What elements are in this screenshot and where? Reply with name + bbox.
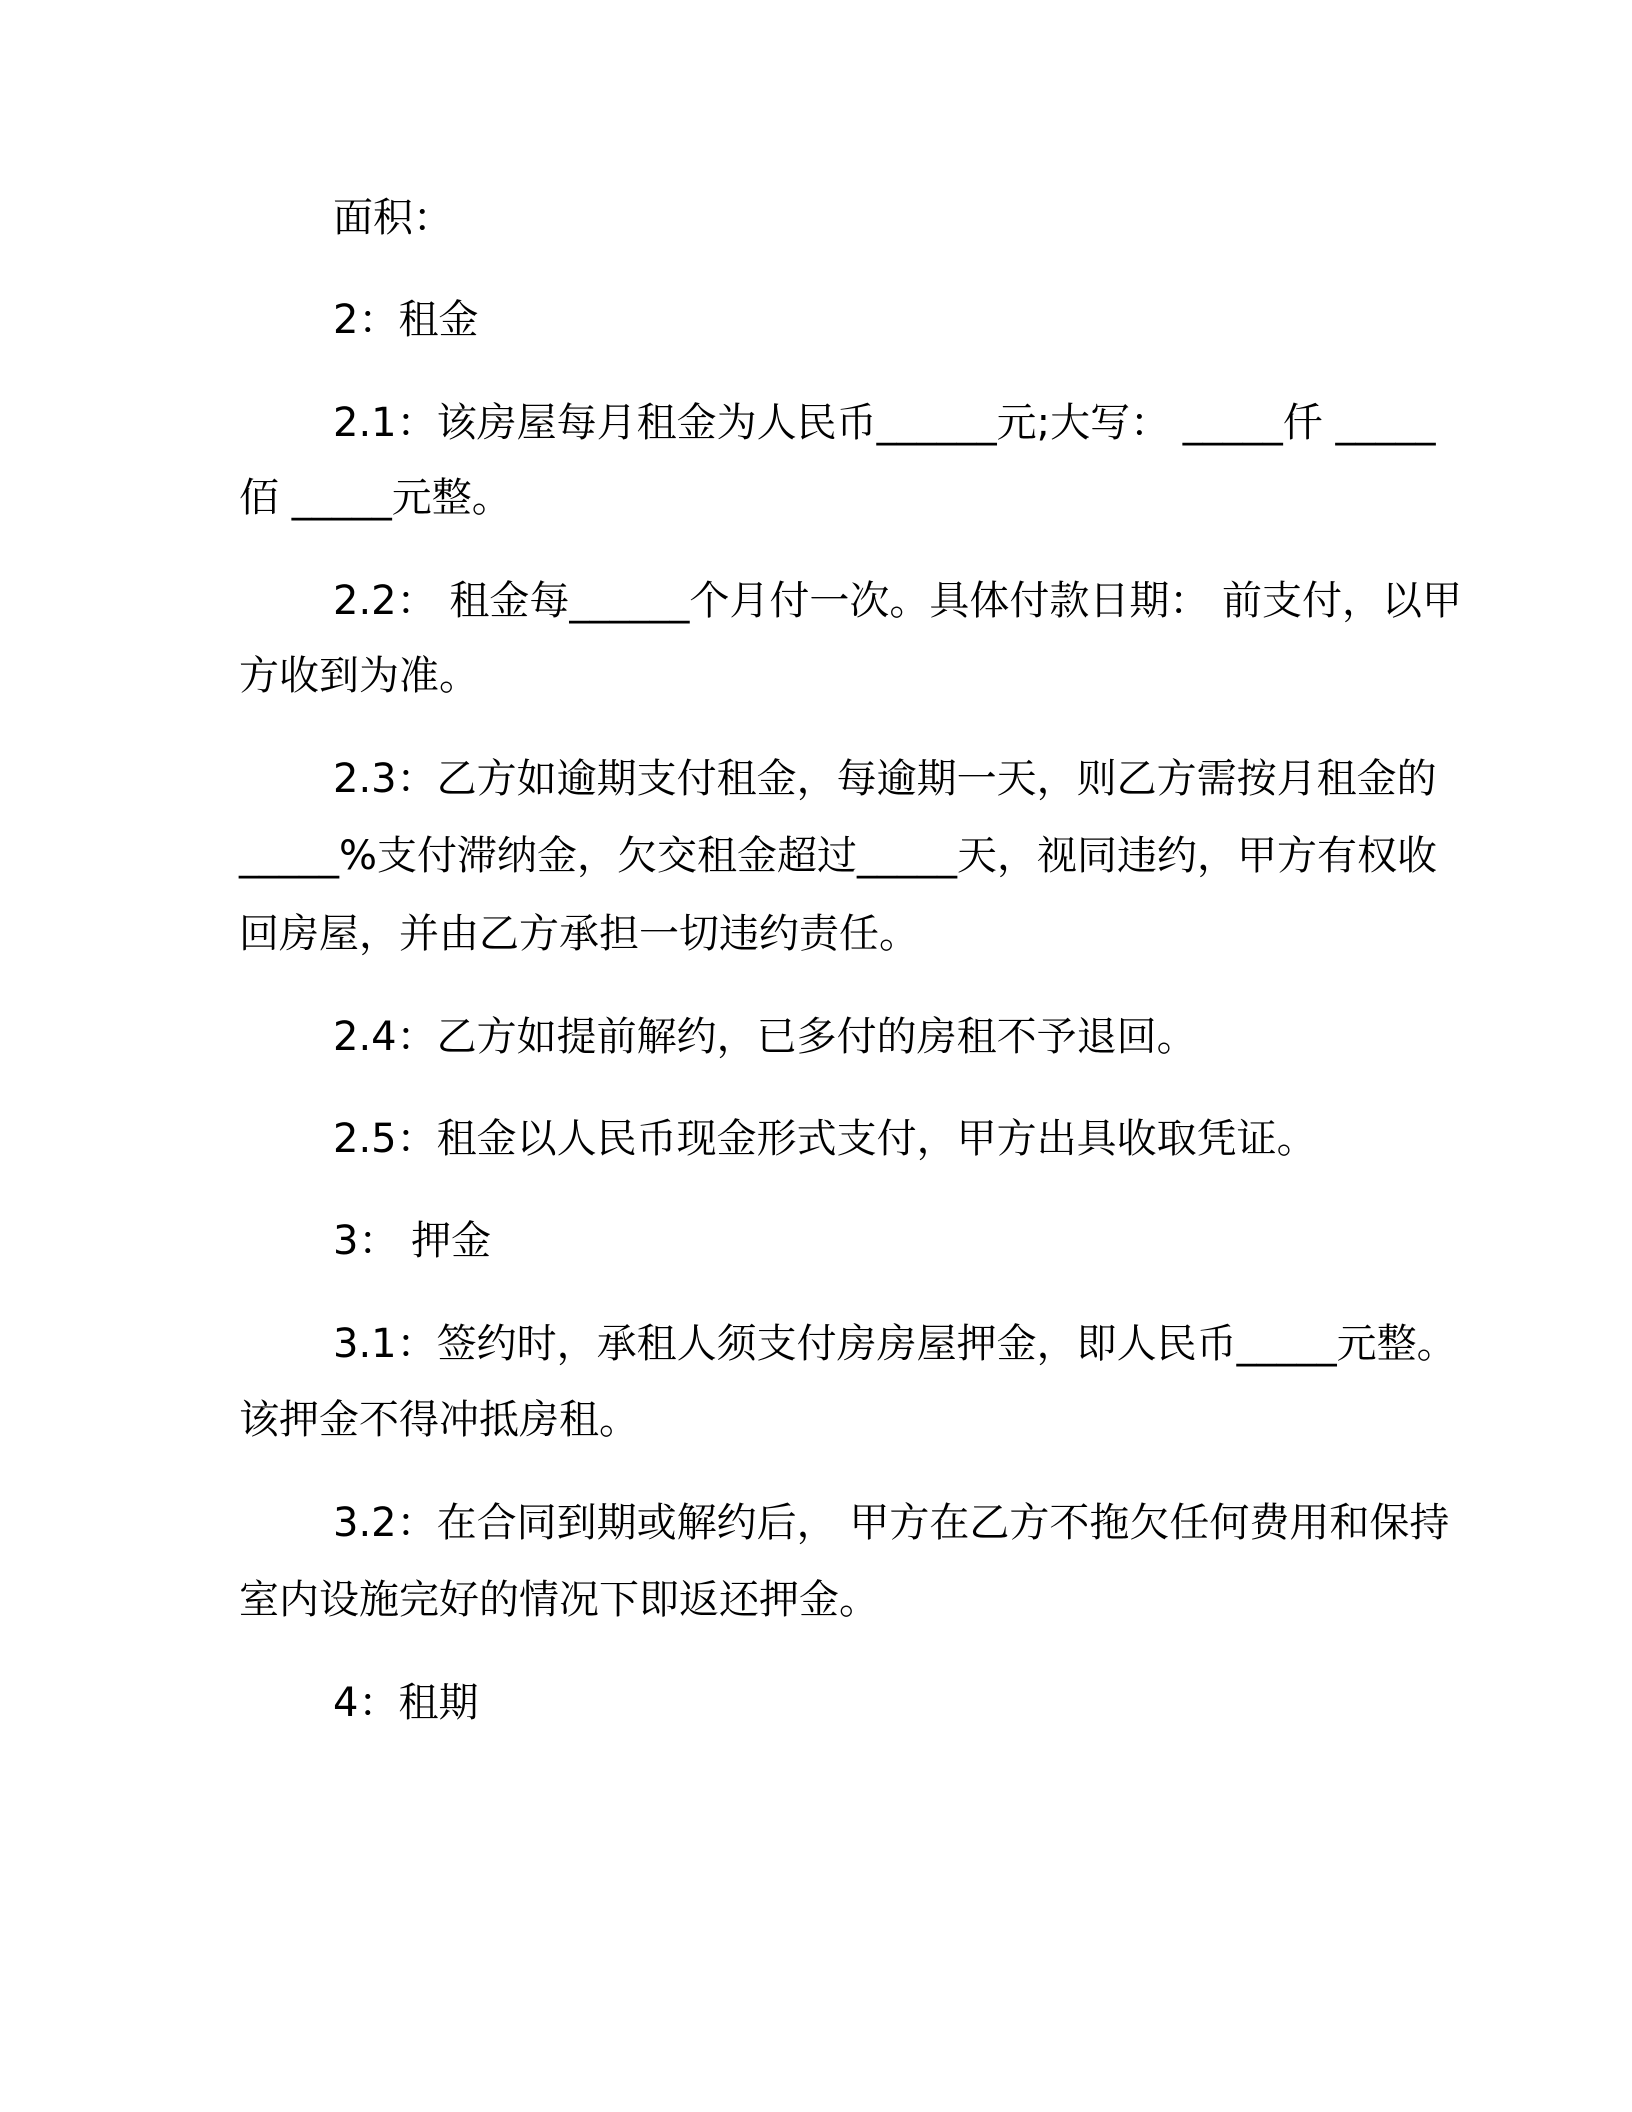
clause-2-2-line-1: 2.2： 租金每______个月付一次。具体付款日期： 前支付，以甲: [333, 578, 1463, 624]
section-heading-term: 4：租期: [333, 1680, 479, 1726]
clause-2-2-line-2: 方收到为准。: [239, 653, 479, 699]
text-line-area: 面积：: [333, 195, 453, 241]
section-heading-rent: 2：租金: [333, 297, 479, 343]
section-heading-deposit: 3： 押金: [333, 1218, 492, 1264]
clause-2-5: 2.5：租金以人民币现金形式支付，甲方出具收取凭证。: [333, 1116, 1317, 1162]
clause-2-3-line-3: 回房屋，并由乙方承担一切违约责任。: [239, 911, 919, 957]
clause-2-3-line-1: 2.3：乙方如逾期支付租金，每逾期一天，则乙方需按月租金的: [333, 756, 1437, 802]
clause-3-2-line-2: 室内设施完好的情况下即返还押金。: [239, 1577, 879, 1623]
clause-2-1-line-1: 2.1：该房屋每月租金为人民币______元;大写： _____仟 _____: [333, 400, 1436, 446]
clause-2-3-line-2: _____%支付滞纳金，欠交租金超过_____天，视同违约，甲方有权收: [239, 833, 1438, 879]
clause-3-1-line-2: 该押金不得冲抵房租。: [239, 1397, 639, 1443]
clause-2-1-line-2: 佰 _____元整。: [239, 475, 512, 521]
clause-3-1-line-1: 3.1：签约时，承租人须支付房房屋押金，即人民币_____元整。: [333, 1321, 1457, 1367]
clause-3-2-line-1: 3.2：在合同到期或解约后， 甲方在乙方不拖欠任何费用和保持: [333, 1500, 1450, 1546]
clause-2-4: 2.4：乙方如提前解约，已多付的房租不予退回。: [333, 1014, 1197, 1060]
